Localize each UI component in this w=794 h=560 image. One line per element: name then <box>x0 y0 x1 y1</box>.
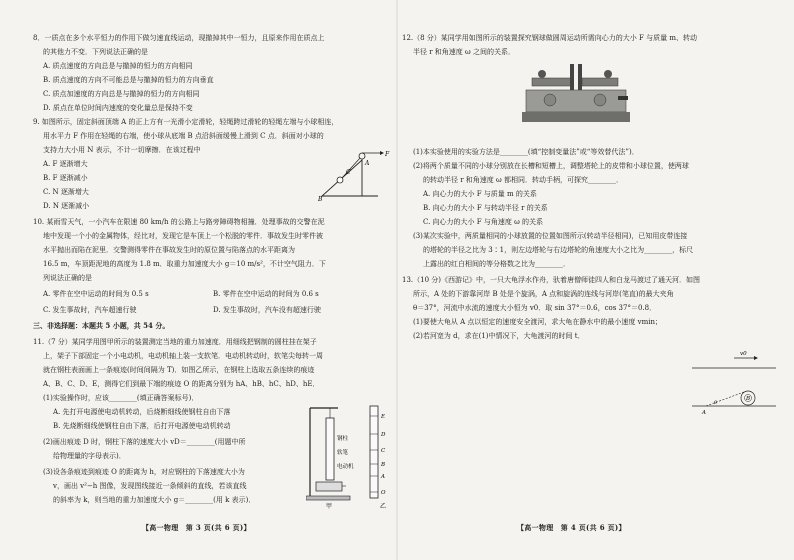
q12-apparatus-figure <box>520 60 632 134</box>
left-text-line: C. 质点加速度的方向总是与撤掉的恒力的方向相同 <box>43 90 200 98</box>
left-text-line: 8．一质点在多个水平恒力的作用下做匀速直线运动，现撤掉其中一恒力，且原来作用在质点上 <box>33 34 325 42</box>
label-B: B <box>318 196 323 202</box>
right-text-line: C. 向心力的大小 F 与角速度 ω 的关系 <box>423 218 544 226</box>
right-text-line: 半径 r 和角速度 ω 之间的关系． <box>413 48 515 56</box>
left-text-line: A、B、C、D、E，测得它们到最下端的痕迹 O 的距离分别为 hA、hB、hC、hD、hE． <box>43 380 320 388</box>
ball-left-icon <box>538 70 546 78</box>
left-text-line: 11.（7 分）某同学用图甲所示的装置测定当地的重力加速度．用细线把钢制的圆柱挂在架子 <box>33 338 317 346</box>
q11-figure <box>306 404 396 512</box>
mark-E: E <box>381 414 386 420</box>
stand-base <box>306 496 350 500</box>
right-text-line: A. 向心力的大小 F 与质量 m 的关系 <box>423 190 537 198</box>
apparatus-base <box>526 90 626 112</box>
left-text-line: A. 先打开电源使电动机转动，后烧断细线使钢柱自由下落 <box>53 408 231 416</box>
left-text-line: 三、非选择题：本题共 5 小题，共 54 分。 <box>33 321 170 330</box>
long-slot <box>532 78 572 86</box>
right-text-line: (2)若河宽为 d，求在(1)中情况下，大龟渡河的时间 t． <box>413 332 585 340</box>
q9-figure <box>318 150 390 202</box>
left-text-line: B. F 逐渐减小 <box>43 174 88 182</box>
left-text-line: 列说法正确的是 <box>43 274 92 282</box>
label-B: B <box>746 396 751 402</box>
tower-wheel-right <box>594 94 606 106</box>
label-steel: 钢柱 <box>337 436 349 442</box>
left-text-line: 地中发现一个小的金属物体，经比对，发现它是车顶上一个松脱的零件．事故发生时零件被 <box>43 232 323 240</box>
left-text-line: A. 质点速度的方向总是与撤掉的恒力的方向相同 <box>43 62 193 70</box>
left-text-line: 支持力大小用 N 表示，不计一切摩擦．在该过程中 <box>43 146 201 154</box>
right-text-line: (2)将两个质量不同的小球分别放在长槽和短槽上，调整塔轮上的皮带和小球位置，使两球 <box>413 162 689 170</box>
page-fold <box>396 0 398 560</box>
left-text-line: v，画出 v²−h 图像，发现图线接近一条倾斜的直线，若该直线 <box>53 482 247 490</box>
left-text-line: D. N 逐渐减小 <box>43 202 90 210</box>
label-pen: 软笔 <box>337 450 349 456</box>
right-text-line: θ＝37°，河流中水流的速度大小恒为 v0．取 sin 37°＝0.6，cos 37°＝0.8． <box>413 304 657 312</box>
right-text-line: (3)某次实验中，两质量相同的小球放置的位置如图所示(转动半径相同)，已知用皮带连接 <box>413 232 688 240</box>
label-v0: v0 <box>740 351 747 357</box>
left-text-line: 的斜率为 k，则当地的重力加速度大小 g＝________(用 k 表示)． <box>53 496 256 504</box>
left-text-line: 9. 如图所示，固定斜面顶端 A 的正上方有一光滑小定滑轮，轻绳跨过滑轮的轻绳左端与小球相连， <box>33 118 339 126</box>
column-strip-yi <box>370 406 378 498</box>
left-text-line: 就在钢柱表面画上一条痕迹(时间间隔为 T)．如图乙所示，在钢柱上选取五条连续的痕迹 <box>43 366 315 374</box>
mark-A: A <box>381 474 385 480</box>
right-text-line: 13.（10 分)《西游记》中，一只大龟浮水作舟，驮着唐僧师徒四人和白龙马渡过了通天河．如图 <box>402 276 700 284</box>
left-text-line: C. N 逐渐增大 <box>43 188 89 196</box>
mark-C: C <box>381 448 386 454</box>
label-yi: 乙 <box>380 503 387 510</box>
right-text-line: (1)本实验使用的实验方法是________(填“控制变量法”或“等效替代法”)． <box>413 148 639 156</box>
left-text-line: 10. 某雨雪天气，一小汽车在限速 80 km/h 的公路上与路旁障碍物相撞．处理事故的交警在泥 <box>33 218 325 226</box>
label-theta: θ <box>714 400 718 406</box>
left-text-line: (2)画出痕迹 D 时，钢柱下落的速度大小 vD＝________(用题中所 <box>43 438 246 446</box>
ball-icon <box>337 177 343 183</box>
right-text-line: (1)要使大龟从 A 点以恒定的速度安全渡河，求大龟在静水中的最小速度 vmin； <box>413 318 662 326</box>
left-text-line: B. 先烧断细线使钢柱自由下落，后打开电源使电动机转动 <box>53 422 231 430</box>
left-text-line: D. 发生事故时，汽车没有超速行驶 <box>213 306 321 314</box>
left-text-line: D. 质点在单位时间内速度的变化量总是保持不变 <box>43 104 193 112</box>
right-text-line: 的转动半径 r 和角速度 ω 都相同．转动手柄，可探究________． <box>423 176 623 184</box>
left-text-line: (1)实验操作时，应该________(填正确答案标号)． <box>43 394 199 402</box>
rope-left <box>342 158 360 178</box>
left-text-line: (3)设各条痕迹到痕迹 O 的距离为 h，对应钢柱的下落速度大小为 <box>43 468 245 476</box>
mark-D: D <box>381 432 386 438</box>
left-text-line: 用水平力 F 作用在轻绳的右端，使小球从底端 B 点沿斜面缓慢上滑到 C 点．斜面对小球的 <box>43 132 324 140</box>
left-text-line: C. 发生事故时，汽车超速行驶 <box>43 306 137 314</box>
force-arrow-icon <box>380 151 384 155</box>
a-to-vortex-line <box>706 392 744 406</box>
right-text-line: 12.（8 分）某同学用如图所示的装置探究钢球做圆周运动所需向心力的大小 F 与质量 m、转动 <box>402 34 697 42</box>
mark-O: O <box>381 490 386 496</box>
right-text-line: B. 向心力的大小 F 与转动半径 r 的关系 <box>423 204 548 212</box>
left-text-line: 给物理量的字母表示)． <box>53 452 126 460</box>
motor-icon <box>316 482 342 491</box>
label-A: A <box>702 410 706 416</box>
left-text-line: A. 零件在空中运动的时间为 0.5 s <box>43 290 149 298</box>
left-text-line: B. 零件在空中运动的时间为 0.6 s <box>213 290 319 298</box>
label-F: F <box>385 151 390 158</box>
label-A: A <box>365 160 370 167</box>
right-text-line: 上露出的红白相间的等分格数之比为________． <box>423 260 570 268</box>
tower-wheel-left <box>544 94 556 106</box>
short-slot <box>582 78 618 86</box>
scale-right <box>578 64 582 90</box>
left-text-line: 的其他力不变．下列说法正确的是 <box>43 48 148 56</box>
left-text-line: 水平抛出而陷在泥里．交警测得零件在事故发生时的原位置与陷落点的水平距离为 <box>43 246 295 254</box>
ball-right-icon <box>604 70 612 78</box>
left-text-line: A. F 逐渐增大 <box>43 160 88 168</box>
steel-column <box>326 418 334 480</box>
right-text-line: 所示，A 处的下游靠河岸 B 处是个旋涡，A 点和旋涡的连线与河岸(笔直)的最大夹角 <box>413 290 674 298</box>
left-text-line: 16.5 m，车顶距泥地的高度为 1.8 m．取重力加速度大小 g＝10 m/s²，不计空气阻力．下 <box>43 260 326 268</box>
crank-handle-icon <box>618 96 628 100</box>
label-jia: 甲 <box>326 503 333 510</box>
scale-left <box>570 64 574 90</box>
flow-arrow-icon <box>754 356 758 360</box>
mark-B: B <box>381 462 386 468</box>
right-text-line: 的塔轮的半径之比为 3∶1，则左边塔轮与右边塔轮的角速度大小之比为________，标尺 <box>423 246 694 254</box>
q13-figure <box>690 346 778 416</box>
left-page-footer: 【高一物理 第 3 页(共 6 页)】 <box>142 523 251 532</box>
left-text-line: B. 质点速度的方向不可能总是与撤掉的恒力的方向垂直 <box>43 76 214 84</box>
label-motor: 电动机 <box>337 464 354 470</box>
right-page-footer: 【高一物理 第 4 页(共 6 页)】 <box>517 523 626 532</box>
apparatus-stand <box>522 112 630 122</box>
label-C: C <box>346 169 351 176</box>
left-text-line: 上，架子下部固定一个小电动机，电动机轴上装一支软笔．电动机转动时，软笔尖每转一周 <box>43 352 323 360</box>
